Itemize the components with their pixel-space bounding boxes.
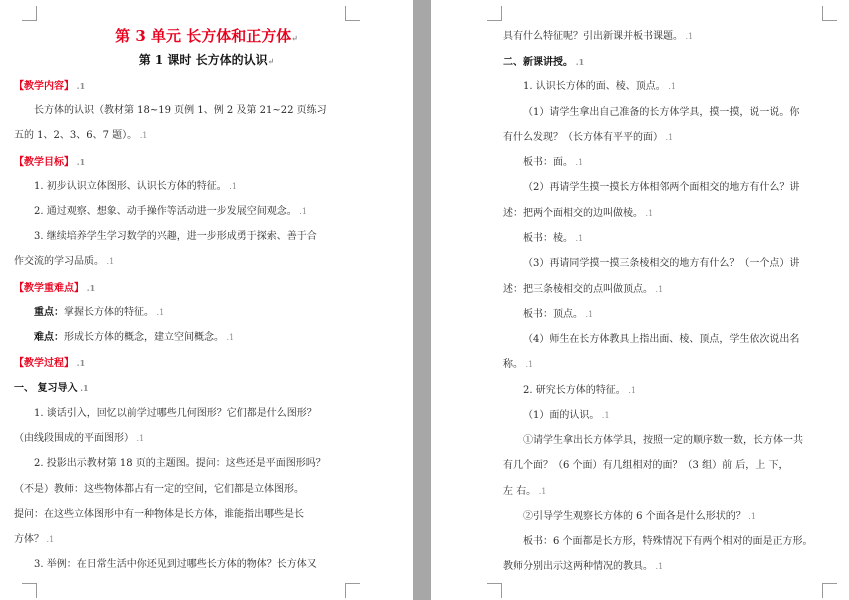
crop-mark xyxy=(22,583,37,598)
body-line: 2. 研究长方体的特征。 .1 xyxy=(523,385,636,396)
difficulty-line: 难点：形成长方体的概念，建立空间概念。 .1 xyxy=(34,332,235,343)
section-heading-new-lesson: 二、新课讲授。 .1 xyxy=(503,57,585,68)
body-line: ②引导学生观察长方体的 6 个面各是什么形状的？ .1 xyxy=(523,511,756,522)
board-note: 板书：棱。 .1 xyxy=(523,233,584,244)
crop-mark xyxy=(487,6,502,21)
body-line: 述：把三条棱相交的点叫做顶点。 .1 xyxy=(503,284,664,295)
process-line: 提问：在这些立体图形中有一种物体是长方体，谁能指出哪些是长 xyxy=(14,509,304,520)
crop-mark xyxy=(22,6,37,21)
body-line: 左 右。 .1 xyxy=(503,486,547,497)
process-line: 2. 投影出示教材第 18 页的主题图。提问：这些还是平面图形吗？ xyxy=(34,458,326,469)
unit-title: 第 3 单元 长方体和正方体↵ xyxy=(115,27,298,45)
body-line: 具有什么特征呢？引出新课并板书课题。 .1 xyxy=(503,31,694,42)
section-heading-process: 【教学过程】 .1 xyxy=(14,358,86,369)
body-line: （1）请学生拿出自己准备的长方体学具，摸一摸，说一说。你 xyxy=(523,107,800,118)
board-note: 板书：6 个面都是长方形，特殊情况下有两个相对的面是正方形。 xyxy=(523,536,813,547)
body-line: ①请学生拿出长方体学具，按照一定的顺序数一数，长方体一共 xyxy=(523,435,803,446)
crop-mark xyxy=(487,583,502,598)
body-line: 有什么发现？（长方体有平平的面） .1 xyxy=(503,132,674,143)
process-line: 1. 谈话引入，回忆以前学过哪些几何图形？它们都是什么图形？ xyxy=(34,408,317,419)
crop-mark xyxy=(822,6,837,21)
keypoint-line: 重点：掌握长方体的特征。 .1 xyxy=(34,307,165,318)
content-line: 长方体的认识（教材第 18~19 页例 1、例 2 及第 21~22 页练习 xyxy=(34,105,327,116)
body-line: 有几个面？（6 个面）有几组相对的面？（3 组）前 后，上 下， xyxy=(503,460,789,471)
crop-mark xyxy=(345,583,360,598)
content-line: 五的 1、2、3、6、7 题）。 .1 xyxy=(14,130,148,141)
body-line: 1. 认识长方体的面、棱、顶点。 .1 xyxy=(523,81,676,92)
crop-mark xyxy=(345,6,360,21)
section-heading-keypoints: 【教学重难点】 .1 xyxy=(14,283,96,294)
section-heading-content: 【教学内容】 .1 xyxy=(14,81,86,92)
goal-line: 作交流的学习品质。 .1 xyxy=(14,256,115,267)
body-line: 述：把两个面相交的边叫做棱。 .1 xyxy=(503,208,654,219)
goal-line: 2. 通过观察、想象、动手操作等活动进一步发展空间观念。 .1 xyxy=(34,206,307,217)
document-page-left xyxy=(0,0,413,600)
body-line: （2）再请学生摸一摸长方体相邻两个面相交的地方有什么？讲 xyxy=(523,182,800,193)
body-line: （4）师生在长方体教具上指出面、棱、顶点，学生依次说出名 xyxy=(523,334,800,345)
board-note: 板书：面。 .1 xyxy=(523,157,584,168)
section-heading-goals: 【教学目标】 .1 xyxy=(14,157,86,168)
body-line: （3）再请同学摸一摸三条棱相交的地方有什么？（一个点）讲 xyxy=(523,258,800,269)
process-line: 方体？ .1 xyxy=(14,534,55,545)
document-page-right xyxy=(431,0,849,600)
process-line: 3. 举例：在日常生活中你还见到过哪些长方体的物体？长方体又 xyxy=(34,559,317,570)
body-line: 称。 .1 xyxy=(503,359,534,370)
crop-mark xyxy=(822,583,837,598)
goal-line: 3. 继续培养学生学习数学的兴趣，进一步形成勇于探索、善于合 xyxy=(34,231,317,242)
body-line: （1）面的认识。 .1 xyxy=(523,410,610,421)
review-heading: 一、 复习导入 .1 xyxy=(14,383,89,394)
process-line: （不是）教师：这些物体都占有一定的空间，它们都是立体图形。 xyxy=(14,484,304,495)
board-note: 板书：顶点。 .1 xyxy=(523,309,594,320)
lesson-title: 第 1 课时 长方体的认识↵ xyxy=(138,53,275,67)
goal-line: 1. 初步认识立体图形、认识长方体的特征。 .1 xyxy=(34,181,237,192)
process-line: （由线段围成的平面图形） .1 xyxy=(14,433,145,444)
body-line: 教师分别出示这两种情况的教具。 .1 xyxy=(503,561,664,572)
